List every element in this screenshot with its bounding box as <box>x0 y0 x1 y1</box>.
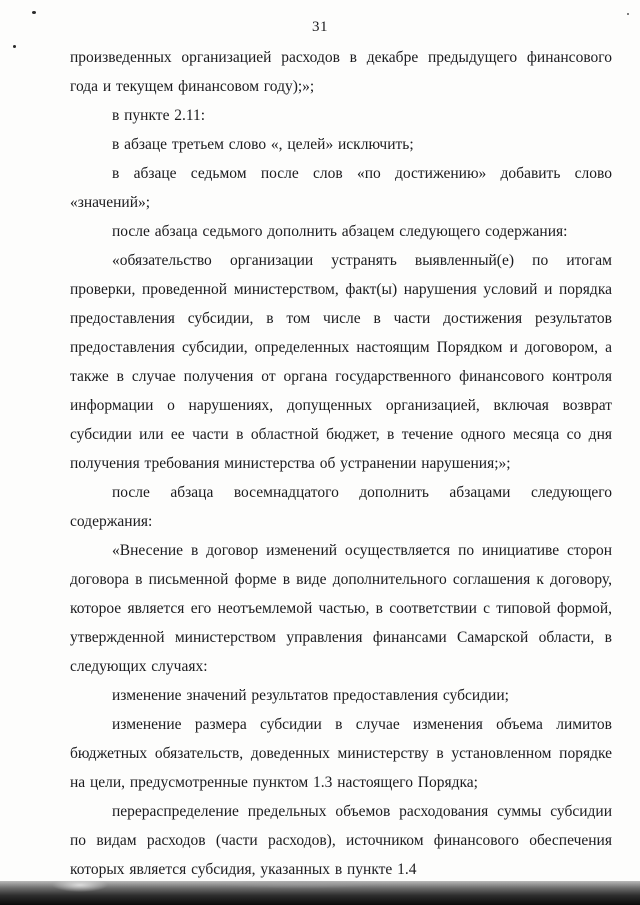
paragraph: изменение значений результатов предоставления субсидии; <box>112 687 509 704</box>
paragraph: «обязательство организации устранять выявленный(е) по итогам проверки, проведенной министерством, факт(ы) нарушения условий и порядка предоставления субсидии, в том числе в части достижения результатов предоставления субсидии, определенных настоящим Порядком и договором, а также в случае получения от органа государственного финансового контроля информации о нарушениях, допущенных организацией, включая возврат субсидии или ее части в областной бюджет, в течение одного месяца со дня получения требования министерства об устранении нарушения;»; <box>70 252 612 472</box>
paragraph: произведенных организацией расходов в декабре предыдущего финансового года и текущем финансовом году);»; <box>70 49 612 95</box>
paragraph: перераспределение предельных объемов расходования суммы субсидии по видам расходов (части расходов), источником финансового обеспечения которых является субсидия, указанных в пункте 1.4 <box>70 803 612 878</box>
paragraph: после абзаца седьмого дополнить абзацем следующего содержания: <box>112 223 568 240</box>
scan-speck <box>32 11 36 14</box>
paragraph: в абзаце третьем слово «, целей» исключить; <box>112 136 414 153</box>
scan-speck <box>13 45 16 48</box>
document-text-block <box>70 43 612 884</box>
page-number: 31 <box>312 19 328 35</box>
paragraph: изменение размера субсидии в случае изменения объема лимитов бюджетных обязательств, доведенных министерству в установленном порядке на цели, предусмотренные пунктом 1.3 настоящего Порядка; <box>70 716 612 791</box>
scan-speck <box>627 13 629 15</box>
paragraph: в пункте 2.11: <box>112 107 206 124</box>
paragraph: «Внесение в договор изменений осуществляется по инициативе сторон договора в письменной форме в виде дополнительного соглашения к договору, которое является его неотъемлемой частью, в соответствии с типовой формой, утвержденной министерством управления финансами Самарской области, в следующих случаях: <box>70 542 612 675</box>
paragraph: после абзаца восемнадцатого дополнить абзацами следующего содержания: <box>70 484 612 530</box>
scan-edge-artifact <box>0 881 640 905</box>
paragraph: в абзаце седьмом после слов «по достижению» добавить слово «значений»; <box>70 165 612 211</box>
